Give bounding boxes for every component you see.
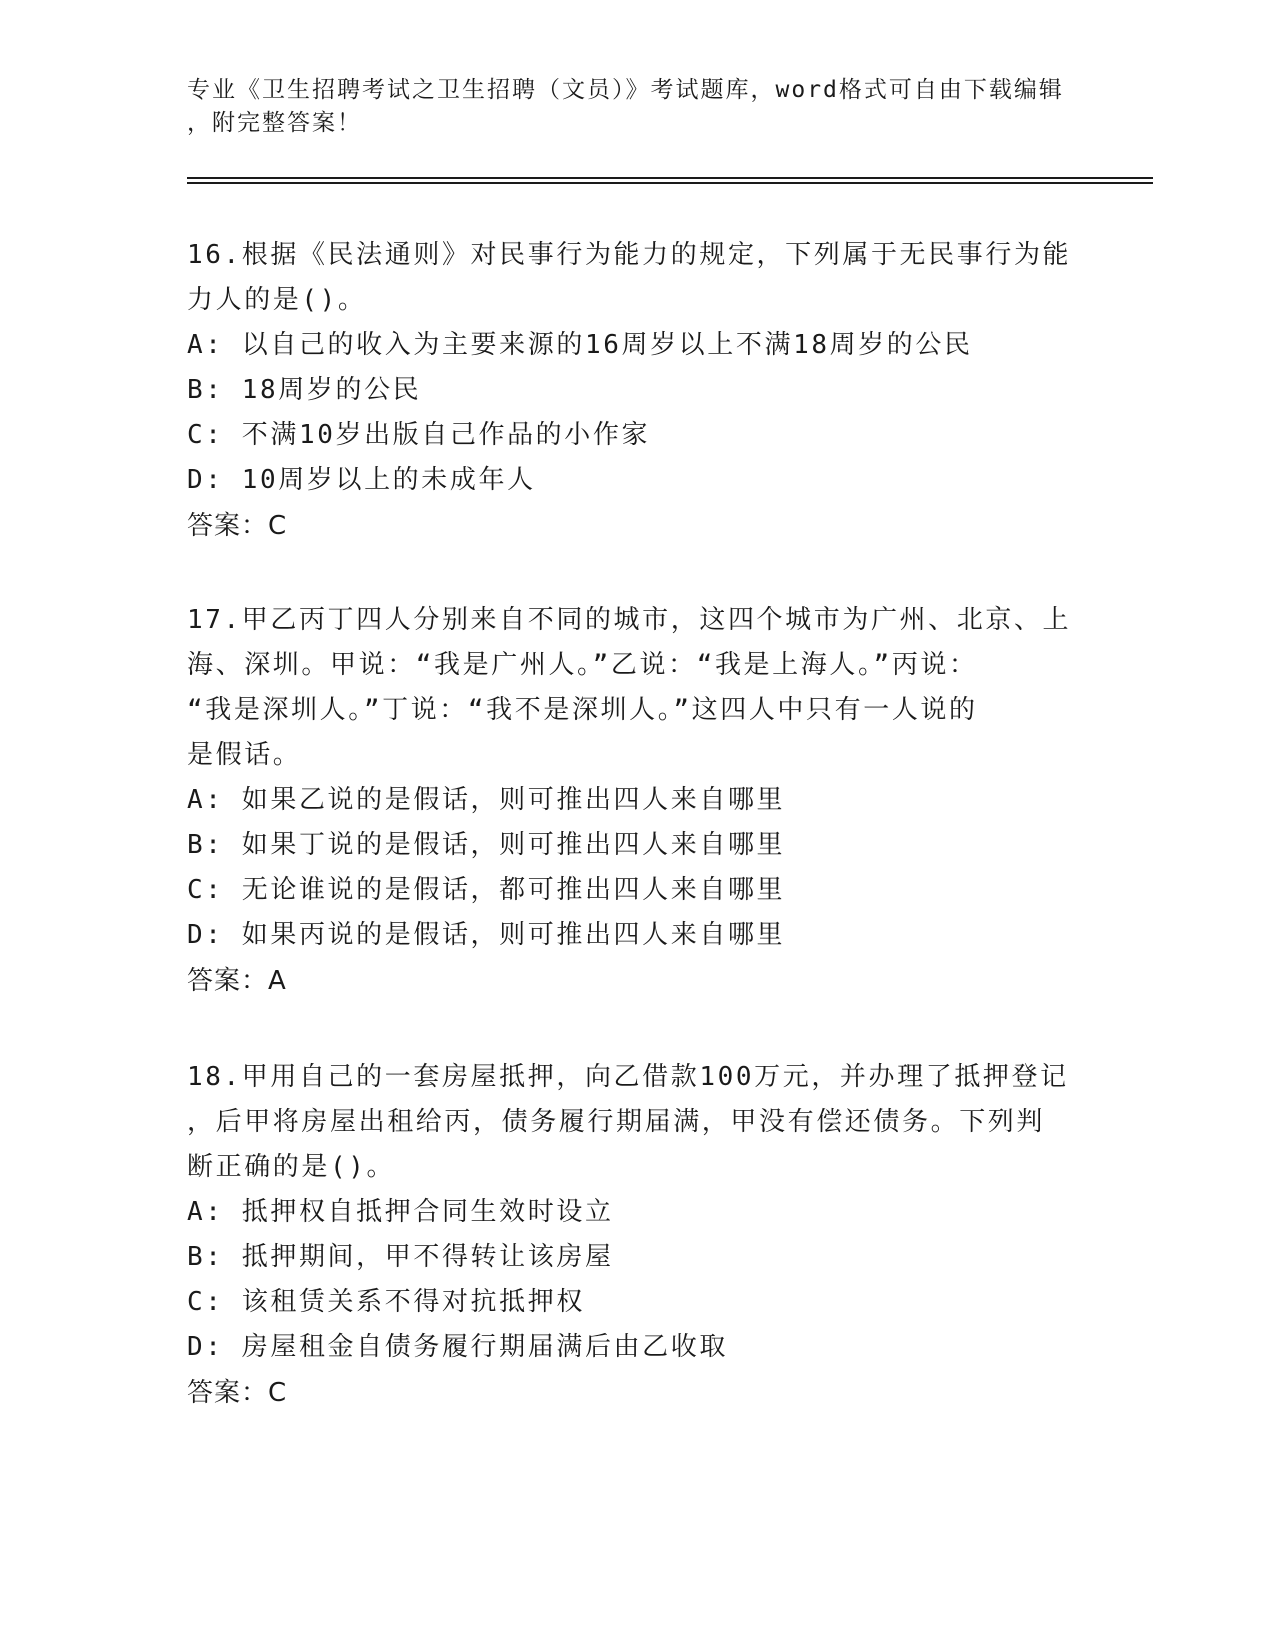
option-b: B: 18周岁的公民 [187,375,422,405]
question-stem-line: “我是深圳人。”丁说：“我不是深圳人。”这四人中只有一人说的 [187,695,978,725]
header-line: 专业《卫生招聘考试之卫生招聘（文员）》考试题库，word格式可自由下载编辑 [187,77,1064,103]
question-16 [187,233,1087,549]
option-a: A: 如果乙说的是假话，则可推出四人来自哪里 [187,785,786,815]
question-stem-line: 是假话。 [187,740,302,770]
question-stem-line: 18.甲用自己的一套房屋抵押，向乙借款100万元，并办理了抵押登记 [187,1062,1069,1092]
answer: 答案：C [187,511,288,541]
option-c: C: 不满10岁出版自己作品的小作家 [187,420,651,450]
question-stem-line: ，后甲将房屋出租给丙，债务履行期届满，甲没有偿还债务。下列判 [187,1107,1046,1137]
option-c: C: 无论谁说的是假话，都可推出四人来自哪里 [187,875,786,905]
answer: 答案：A [187,966,287,996]
question-stem-line: 断正确的是()。 [187,1152,396,1182]
header-line: ，附完整答案！ [187,110,362,136]
question-18 [187,1055,1087,1416]
header-divider-top [187,177,1153,179]
option-a: A: 抵押权自抵押合同生效时设立 [187,1197,614,1227]
question-stem-line: 海、深圳。甲说：“我是广州人。”乙说：“我是上海人。”丙说： [187,650,978,680]
option-d: D: 房屋租金自债务履行期届满后由乙收取 [187,1332,728,1362]
option-d: D: 如果丙说的是假话，则可推出四人来自哪里 [187,920,786,950]
question-17 [187,598,1087,1004]
option-d: D: 10周岁以上的未成年人 [187,465,536,495]
question-stem-line: 17.甲乙丙丁四人分别来自不同的城市，这四个城市为广州、北京、上 [187,605,1072,635]
option-b: B: 如果丁说的是假话，则可推出四人来自哪里 [187,830,786,860]
question-stem-line: 16.根据《民法通则》对民事行为能力的规定，下列属于无民事行为能 [187,240,1072,270]
option-b: B: 抵押期间，甲不得转让该房屋 [187,1242,614,1272]
option-c: C: 该租赁关系不得对抗抵押权 [187,1287,585,1317]
option-a: A: 以自己的收入为主要来源的16周岁以上不满18周岁的公民 [187,330,973,360]
question-stem-line: 力人的是()。 [187,285,367,315]
header-divider-bottom [187,182,1153,184]
document-header [187,74,1087,140]
answer: 答案：C [187,1378,288,1408]
